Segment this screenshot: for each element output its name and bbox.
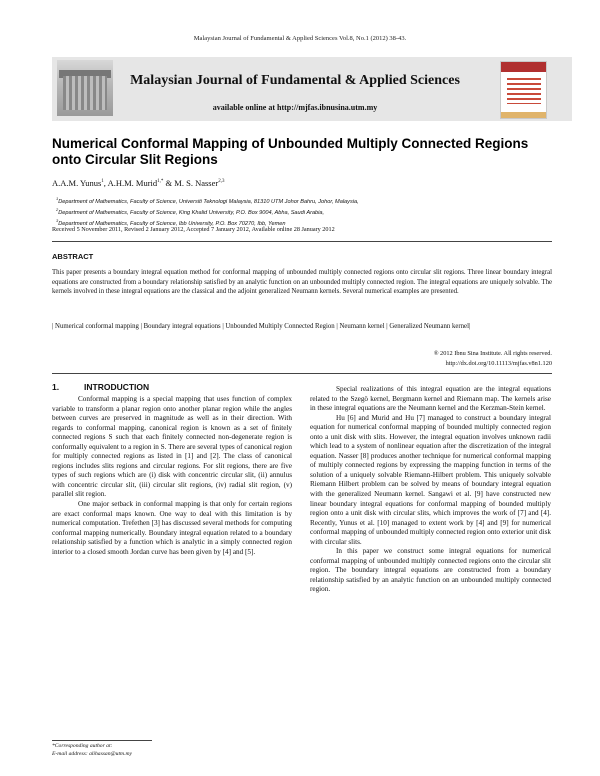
paragraph: Hu [6] and Murid and Hu [7] managed to construct a boundary integral equation for numerical conformal mapping of bounded multiply connected region onto a unit disk with slits. However, the integral equation involves unknown radii which lead to a system of nonlinear equation after the discretization of the integral equation. Nasser [8] produces another technique for numerical conformal mapping of multiply connected regions by expressing the mapping function in terms of the solution of a uniquely solvable Riemann-Hilbert problem. This uniquely solvable Riemann Hilbert problem can be solved by means of boundary integral equation with the generalized Neumann kernel. Sangawi et al. [9] have constructed new linear boundary integral equations for conformal mapping of bounded multiply region onto a unit disk with circular slits, which improves the work of [7] and [4]. Recently, Yunus et al. [10] managed to extent work by [4] and [9] for numerical conformal mapping of unbounded multiply connected region onto exterior unit disk with circular slits. [310, 413, 551, 546]
affiliation-line: $^2$Department of Mathematics, Faculty of Science, King Khalid University, P.O. Box 9004, Abha, Saudi Arabia, [56, 206, 325, 216]
section-title: INTRODUCTION [84, 382, 150, 392]
author-name: A.H.M. Murid [107, 178, 158, 188]
body-column-left [52, 395, 292, 557]
affiliation-line: $^1$Department of Mathematics, Faculty of Science, Universiti Teknologi Malaysia, 81310 UTM Johor Bahru, Johor, Malaysia, [56, 196, 359, 205]
journal-title: Malaysian Journal of Fundamental & Applied Sciences [130, 73, 460, 88]
body-column-right [310, 385, 551, 595]
divider [52, 241, 552, 242]
paragraph: Conformal mapping is a special mapping that uses function of complex variable to transform a planar region onto another planar region while the angles between curves are preserved in magnitude as well as in their direction. With regards to conformal mapping, canonical region is known as a set of finitely connected regions S such that each finitely connected non-degenerate region is conformally equivalent to a region in S. There are several types of canonical region for multiply connected regions as listed in [1] and [2]. The class of canonical regions includes slits regions and circular regions. For slit regions, there are five types of such regions which are (i) disk with concentric circular slit, (ii) annulus with concentric circular slit, (iii) circular slit regions, (iv) radial slit region, (v) parallel slit region. [52, 395, 292, 499]
affiliations [56, 195, 556, 228]
running-header: Malaysian Journal of Fundamental & Applied Sciences Vol.8, No.1 (2012) 38-43. [193, 35, 407, 42]
copyright-block [300, 349, 552, 369]
corresponding-email[interactable]: E-mail address: alihassan@utm.my [52, 751, 132, 757]
author-affil-sup: 2,3 [218, 179, 225, 185]
paper-title: Numerical Conformal Mapping of Unbounded Multiply Connected Regions onto Circular Slit Regions [52, 136, 529, 167]
section-number: 1. [52, 382, 60, 392]
author-affil-sup: 1 [101, 179, 104, 185]
journal-availability: available online at http://mjfas.ibnusina.utm.my [212, 103, 378, 112]
author-name: A.A.M. Yunus [52, 178, 102, 188]
doi-link[interactable]: http://dx.doi.org/10.11113/mjfas.v8n1.120 [445, 359, 552, 367]
campus-photo [57, 60, 113, 116]
author-affil-sup: 1,* [157, 179, 164, 185]
copyright-notice: ® 2012 Ibnu Sina Institute. All rights reserved. [433, 350, 552, 357]
author-name: M. S. Nasser [174, 178, 219, 188]
paragraph: In this paper we construct some integral equations for numerical conformal mapping of unbounded multiply connected regions onto the circular slit region. The boundary integral equations are constructed from a boundary relationship satisfied by an analytic function on an unbounded multiply connected region. [310, 547, 551, 594]
affiliation-line: $^3$Department of Mathematics, Faculty of Science, Ibb University, P.O. Box 70270, Ibb, Yemen [56, 217, 286, 227]
footnote [52, 742, 132, 758]
footnote-divider [52, 740, 152, 741]
divider [52, 373, 552, 374]
journal-cover-thumbnail [500, 61, 547, 119]
abstract-heading: ABSTRACT [52, 252, 94, 261]
author-list: A.A.M. Yunus$^1$, A.H.M. Murid$^{1,*}$ & M. S. Nasser$^{2,3}$ [52, 178, 225, 188]
paragraph: Special realizations of this integral equation are the integral equations related to the Szegö kernel, Bergmann kernel and Riemann map. The kernels arise in these integral equations are the Neumann kernel and the Kerzman-Stein kernel. [310, 385, 551, 413]
corresponding-author-note: *Corresponding author at: [52, 743, 113, 749]
received-dates: Received 5 November 2011, Revised 2 January 2012, Accepted 7 January 2012, Available online 28 January 2012 [52, 226, 335, 233]
section-heading [52, 382, 149, 392]
paragraph: One major setback in conformal mapping is that only for certain regions are exact conformal maps known. One way to deal with this limitation is by numerical computation. Trefethen [3] has discussed several methods for computing conformal mapping numerically. Boundary integral equation related to a boundary relationship satisfied by a function which is analytic in a simply connected region interior to a closed smooth Jordan curve has been given by [4] and [5]. [52, 500, 292, 556]
abstract-text: This paper presents a boundary integral equation method for conformal mapping of unbounded multiply connected regions onto circular slit regions. Three linear boundary integral equations are constructed from a boundary relationship satisfied by an analytic function on an unbounded multiply connected region. The integral equations are uniquely solvable. The kernels involved in these integral equations are the classical and the adjoint generalized Neumann kernels. Several numerical examples are presented. [52, 269, 552, 296]
keywords: | Numerical conformal mapping | Boundary integral equations | Unbounded Multiply Connected Region | Neumann kernel | Generalized Neumann kernel| [52, 323, 471, 330]
